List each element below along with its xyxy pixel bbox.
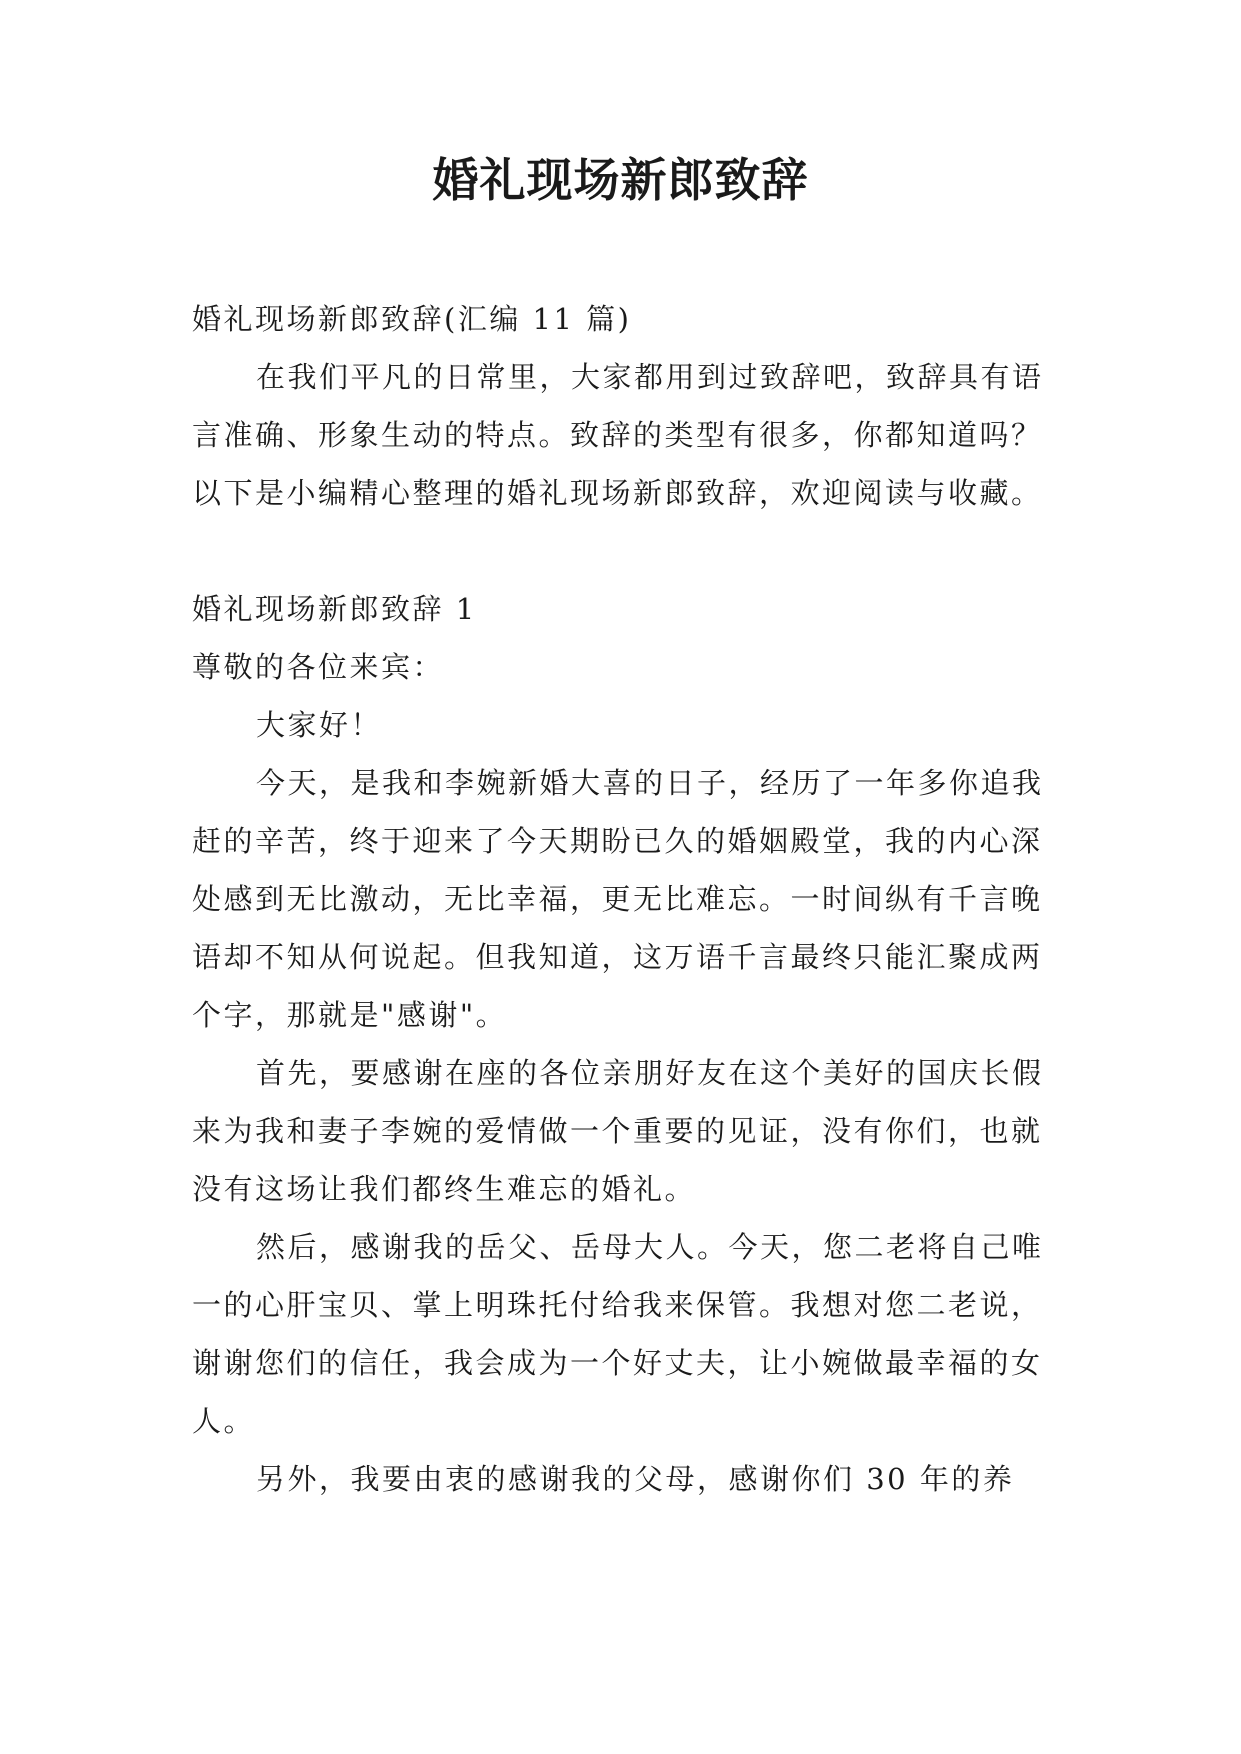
body-paragraph: 首先，要感谢在座的各位亲朋好友在这个美好的国庆长假来为我和妻子李婉的爱情做一个重要的见证，没有你们，也就没有这场让我们都终生难忘的婚礼。: [192, 1056, 1044, 1206]
greeting-paragraph: 大家好！: [256, 708, 383, 742]
section-heading: 婚礼现场新郎致辞 1: [192, 592, 477, 626]
salutation: 尊敬的各位来宾：: [192, 650, 445, 684]
document-title: 婚礼现场新郎致辞: [432, 153, 809, 207]
section-spacer: [192, 522, 1060, 580]
document-body: [192, 290, 1060, 1508]
document-subtitle: 婚礼现场新郎致辞(汇编 11 篇): [192, 302, 632, 336]
intro-paragraph: 在我们平凡的日常里，大家都用到过致辞吧，致辞具有语言准确、形象生动的特点。致辞的类型有很多，你都知道吗？以下是小编精心整理的婚礼现场新郎致辞，欢迎阅读与收藏。: [192, 360, 1044, 510]
body-paragraph: 今天，是我和李婉新婚大喜的日子，经历了一年多你追我赶的辛苦，终于迎来了今天期盼已久的婚姻殿堂，我的内心深处感到无比激动，无比幸福，更无比难忘。一时间纵有千言晚语却不知从何说起。但我知道，这万语千言最终只能汇聚成两个字，那就是"感谢"。: [192, 766, 1044, 1032]
body-paragraph: 另外，我要由衷的感谢我的父母，感谢你们 30 年的养: [256, 1462, 1015, 1496]
body-paragraph: 然后，感谢我的岳父、岳母大人。今天，您二老将自己唯一的心肝宝贝、掌上明珠托付给我来保管。我想对您二老说，谢谢您们的信任，我会成为一个好丈夫，让小婉做最幸福的女人。: [192, 1230, 1044, 1438]
